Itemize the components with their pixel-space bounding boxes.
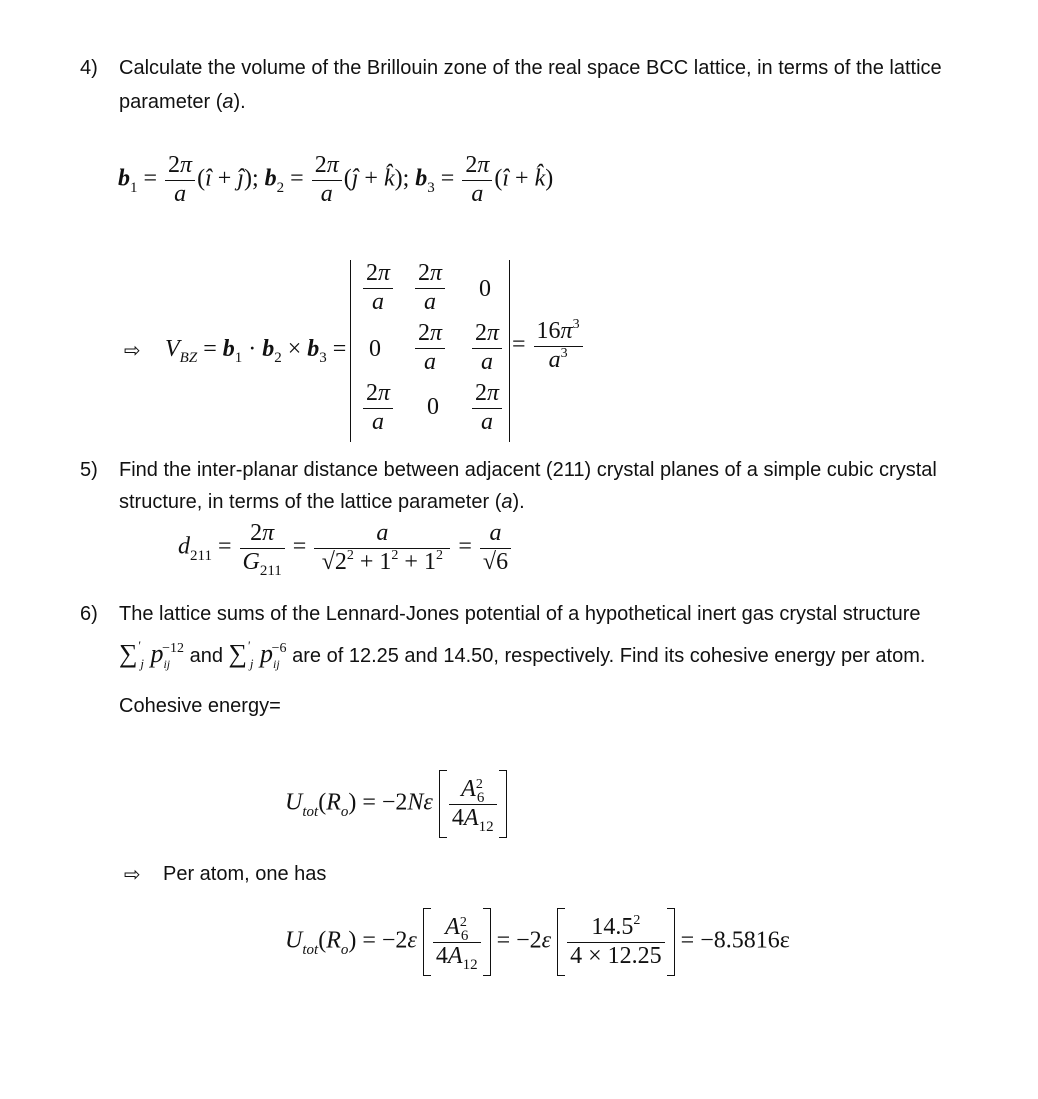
vbz-lhs: $V_{BZ} = b_1 \cdot b_2 \times b_3$ = bbox=[165, 336, 347, 366]
reciprocal-vectors-equation: $b_1$ = $\frac{2\pi}{a}$ (î + ĵ); $b_2$ = $\frac{2\pi}{a}$ (ĵ + k̂); $b_3$ = $\frac{2\pi}{a}$ (î + k̂) bbox=[118, 152, 554, 207]
interplanar-distance-equation: $d_{211}$ = $\frac{2\pi}{G_{211}}$ = $\frac{a}{√2^2 + 1^2 + 1^2}$ = $\frac{a}{√6}$ bbox=[178, 520, 513, 576]
question-4-text-line1: Calculate the volume of the Brillouin zone of the real space BCC lattice, in terms of the lattice bbox=[119, 57, 942, 79]
question-6-text-line1: The lattice sums of the Lennard-Jones potential of a hypothetical inert gas crystal structure bbox=[119, 603, 921, 625]
per-atom-text: Per atom, one has bbox=[163, 863, 327, 885]
implies-arrow-icon: ⇨ bbox=[124, 338, 141, 362]
per-atom-energy-equation: $U_{tot}(R_o) = -2\varepsilon$ $\frac{A^2_6}{4A_{12}}$ = −2ε $\frac{14.5^2}{4 \times 12.25}$ = −8.5816ε bbox=[285, 908, 790, 976]
question-4-number: 4) bbox=[80, 57, 98, 79]
question-4-text-line2: parameter (a). bbox=[119, 91, 246, 113]
implies-arrow-icon-2: ⇨ bbox=[124, 862, 141, 886]
determinant-matrix: $\frac{2\pi}{a}$ $\frac{2\pi}{a}$ 0 0 $\frac{2\pi}{a}$ $\frac{2\pi}{a}$ $\frac{2\pi}{a}$ 0 $\frac{2\pi}{a}$ bbox=[350, 258, 510, 444]
question-5-text-line2: structure, in terms of the lattice parameter (a). bbox=[119, 491, 525, 513]
cohesive-energy-equation: $U_{tot}(R_o) = -2N\varepsilon$ $\frac{A^2_6}{4A_{12}}$ bbox=[285, 770, 507, 838]
question-6-text-line2: $\sum'_j$ $p_{ij}^{-12}$ and $\sum'_j$ $p_{ij}^{-6}$ are of 12.25 and 14.50, respectively. Find its cohesive energy per atom. bbox=[119, 638, 926, 671]
cohesive-energy-label: Cohesive energy= bbox=[119, 695, 281, 717]
question-5-number: 5) bbox=[80, 459, 98, 481]
question-5-text-line1: Find the inter-planar distance between adjacent (211) crystal planes of a simple cubic crystal bbox=[119, 459, 937, 481]
question-6-number: 6) bbox=[80, 603, 98, 625]
vbz-result: = $\frac{16\pi^3}{a^3}$ bbox=[512, 318, 585, 374]
